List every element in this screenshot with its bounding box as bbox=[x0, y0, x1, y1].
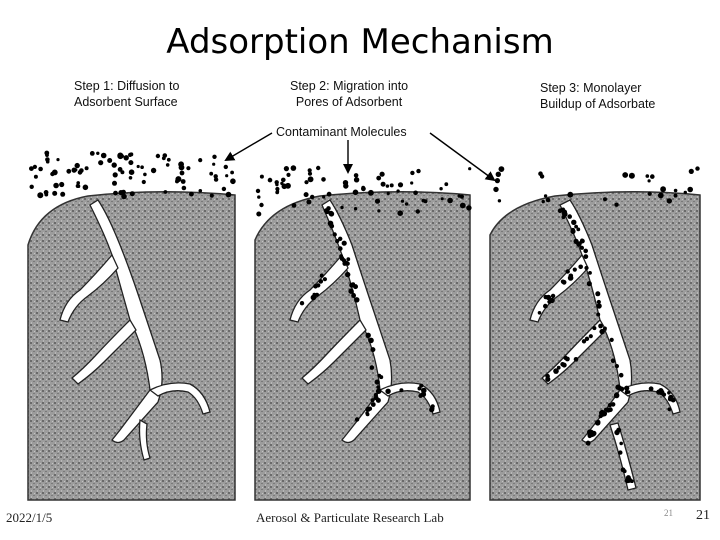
molecule-dot bbox=[405, 202, 408, 205]
molecule-dot bbox=[399, 388, 403, 392]
molecule-dot bbox=[210, 194, 214, 198]
molecule-dot bbox=[156, 154, 160, 158]
molecule-dot bbox=[545, 374, 550, 379]
molecule-dot bbox=[75, 163, 80, 168]
molecule-dot bbox=[695, 166, 699, 170]
molecule-dot bbox=[370, 347, 375, 352]
panel-step-2 bbox=[255, 192, 470, 500]
molecule-dot bbox=[413, 191, 418, 196]
molecule-dot bbox=[375, 199, 380, 204]
molecule-dot bbox=[667, 391, 671, 395]
molecule-dot bbox=[180, 171, 185, 176]
molecule-dot bbox=[588, 271, 592, 275]
step-2-line-1: Step 2: Migration into bbox=[290, 79, 409, 93]
molecule-dot bbox=[354, 177, 359, 182]
molecule-dot bbox=[668, 395, 673, 400]
molecule-dot bbox=[390, 183, 394, 187]
molecule-dot bbox=[598, 324, 603, 329]
molecule-dot bbox=[56, 158, 59, 161]
molecule-dot bbox=[544, 194, 547, 197]
molecule-dot bbox=[257, 195, 260, 198]
molecule-dot bbox=[209, 172, 213, 176]
molecule-dot bbox=[583, 249, 588, 254]
molecule-dot bbox=[291, 165, 297, 171]
molecule-dot bbox=[608, 403, 612, 407]
molecule-dot bbox=[353, 190, 359, 196]
molecule-dot bbox=[447, 198, 453, 204]
molecule-dot bbox=[98, 160, 103, 165]
molecule-dot bbox=[96, 152, 99, 155]
molecule-dot bbox=[551, 294, 555, 298]
adsorbent-block-1 bbox=[28, 192, 235, 500]
molecule-dot bbox=[329, 224, 334, 229]
molecule-dot bbox=[368, 338, 374, 344]
molecule-dot bbox=[354, 207, 357, 210]
molecule-dot bbox=[320, 274, 324, 278]
molecule-dot bbox=[117, 153, 123, 159]
molecule-dot bbox=[323, 277, 327, 281]
molecule-dot bbox=[226, 192, 232, 198]
molecule-dot bbox=[595, 291, 600, 296]
molecule-dot bbox=[562, 363, 567, 368]
molecule-dot bbox=[376, 176, 381, 181]
molecule-dot bbox=[410, 171, 414, 175]
arrows-group bbox=[226, 133, 494, 180]
molecule-dot bbox=[76, 184, 80, 188]
molecule-dot bbox=[571, 220, 576, 225]
molecule-dot bbox=[199, 189, 203, 193]
molecule-dot bbox=[143, 173, 147, 177]
molecule-dot bbox=[421, 392, 426, 397]
molecule-dot bbox=[53, 183, 59, 189]
footer-page-number-small: 21 bbox=[664, 508, 673, 518]
molecule-dot bbox=[44, 193, 48, 197]
molecule-dot bbox=[377, 209, 380, 212]
molecule-dot bbox=[562, 280, 567, 285]
molecule-dot bbox=[615, 364, 619, 368]
molecule-dot bbox=[650, 174, 655, 179]
molecule-dot bbox=[603, 327, 607, 331]
molecule-dot bbox=[113, 191, 118, 196]
molecule-dot bbox=[576, 242, 581, 247]
molecule-dot bbox=[285, 183, 291, 189]
molecule-dot bbox=[441, 197, 444, 200]
molecule-dot bbox=[306, 200, 311, 205]
molecule-dot bbox=[60, 192, 65, 197]
molecule-dot bbox=[129, 169, 135, 175]
footer-date: 2022/1/5 bbox=[6, 510, 53, 525]
molecule-dot bbox=[112, 181, 117, 186]
molecule-dot bbox=[338, 246, 343, 251]
panel-step-1 bbox=[28, 192, 235, 500]
molecule-dot bbox=[543, 304, 548, 309]
molecule-dot bbox=[292, 203, 297, 208]
molecule-dot bbox=[387, 192, 390, 195]
molecule-dot bbox=[310, 195, 314, 199]
molecule-dot bbox=[340, 256, 345, 261]
molecule-dot bbox=[542, 200, 545, 203]
molecule-dot bbox=[179, 165, 185, 171]
molecule-dot bbox=[181, 179, 186, 184]
molecule-dot bbox=[308, 172, 312, 176]
molecule-dot bbox=[175, 176, 181, 182]
molecule-dot bbox=[366, 413, 370, 417]
adsorbent-block-2 bbox=[255, 192, 470, 500]
molecule-dot bbox=[573, 268, 577, 272]
molecule-dot bbox=[616, 428, 621, 433]
molecule-dot bbox=[557, 366, 561, 370]
molecule-dot bbox=[166, 163, 170, 167]
molecule-dot bbox=[259, 203, 263, 207]
footer-page-number: 21 bbox=[696, 508, 710, 523]
molecule-dot bbox=[422, 199, 426, 203]
molecule-dot bbox=[385, 389, 390, 394]
molecule-dot bbox=[498, 199, 501, 202]
molecule-dot bbox=[621, 467, 626, 472]
molecule-dot bbox=[493, 187, 498, 192]
molecule-dot bbox=[45, 153, 49, 157]
molecule-dot bbox=[592, 326, 596, 330]
molecule-dot bbox=[538, 171, 543, 176]
molecule-dot bbox=[416, 209, 420, 213]
molecule-dot bbox=[674, 194, 678, 198]
molecule-dot bbox=[79, 168, 84, 173]
molecule-dot bbox=[52, 191, 57, 196]
molecule-dot bbox=[567, 214, 572, 219]
molecule-dot bbox=[674, 189, 678, 193]
molecule-dot bbox=[368, 407, 372, 411]
arrow-right bbox=[430, 133, 494, 180]
molecule-dot bbox=[129, 176, 133, 180]
molecule-dot bbox=[130, 191, 135, 196]
contaminant-molecules-label: Contaminant Molecules bbox=[276, 125, 407, 139]
molecule-dot bbox=[614, 393, 620, 399]
molecule-dot bbox=[614, 203, 618, 207]
molecule-dot bbox=[611, 358, 616, 363]
molecule-dot bbox=[162, 156, 166, 160]
molecule-dot bbox=[346, 257, 350, 261]
molecule-dot bbox=[375, 379, 380, 384]
molecule-dot bbox=[444, 182, 448, 186]
molecule-dot bbox=[625, 478, 630, 483]
molecule-dot bbox=[371, 402, 376, 407]
molecule-dot bbox=[398, 182, 403, 187]
molecule-dot bbox=[59, 182, 64, 187]
molecule-dot bbox=[660, 186, 666, 192]
step-3-line-1: Step 3: Monolayer bbox=[540, 81, 642, 95]
molecule-dot bbox=[684, 191, 687, 194]
molecule-dot bbox=[377, 374, 381, 378]
molecule-dot bbox=[646, 174, 650, 178]
molecule-dot bbox=[416, 169, 420, 173]
molecule-dot bbox=[624, 386, 629, 391]
molecule-dot bbox=[304, 180, 308, 184]
molecule-dot bbox=[619, 442, 623, 446]
molecule-dot bbox=[342, 241, 347, 246]
molecule-dot bbox=[212, 163, 215, 166]
molecule-dot bbox=[619, 373, 624, 378]
molecule-dot bbox=[648, 179, 651, 182]
molecule-dot bbox=[101, 153, 107, 159]
molecule-dot bbox=[366, 333, 371, 338]
molecule-dot bbox=[687, 187, 693, 193]
molecule-dot bbox=[50, 172, 54, 176]
step-3-line-2: Buildup of Adsorbate bbox=[540, 97, 656, 111]
molecule-dot bbox=[329, 211, 333, 215]
slide-title: Adsorption Mechanism bbox=[166, 22, 554, 62]
molecule-dot bbox=[386, 184, 389, 187]
molecule-dot bbox=[495, 178, 500, 183]
molecule-dot bbox=[182, 186, 187, 191]
molecule-dot bbox=[368, 190, 374, 196]
molecule-dot bbox=[354, 297, 359, 302]
molecule-dot bbox=[321, 177, 326, 182]
molecule-dot bbox=[322, 195, 325, 198]
molecule-dot bbox=[668, 407, 672, 411]
molecule-dot bbox=[619, 387, 624, 392]
molecule-dot bbox=[608, 407, 613, 412]
molecule-dot bbox=[316, 166, 320, 170]
molecule-dot bbox=[457, 194, 461, 198]
molecule-dot bbox=[370, 365, 375, 370]
molecule-dot bbox=[340, 206, 343, 209]
molecule-dot bbox=[419, 384, 423, 388]
molecule-dot bbox=[275, 183, 278, 186]
molecule-dot bbox=[582, 339, 586, 343]
molecule-dot bbox=[118, 190, 123, 195]
molecule-dot bbox=[151, 168, 156, 173]
molecule-dot bbox=[342, 261, 347, 266]
molecule-dot bbox=[112, 162, 117, 167]
molecule-dot bbox=[164, 190, 168, 194]
molecule-dot bbox=[214, 177, 218, 181]
molecule-dot bbox=[66, 169, 71, 174]
molecule-dot bbox=[230, 171, 234, 175]
molecule-dot bbox=[167, 158, 171, 162]
molecule-dot bbox=[85, 166, 89, 170]
molecule-dot bbox=[381, 182, 386, 187]
molecule-dot bbox=[224, 165, 228, 169]
step-1-line-1: Step 1: Diffusion to bbox=[74, 79, 180, 93]
molecule-dot bbox=[352, 293, 356, 297]
molecule-dot bbox=[410, 181, 413, 184]
molecule-dot bbox=[186, 166, 190, 170]
step-1-line-2: Adsorbent Surface bbox=[74, 95, 178, 109]
molecule-dot bbox=[326, 206, 331, 211]
molecule-dot bbox=[30, 185, 34, 189]
molecule-dot bbox=[466, 205, 471, 210]
molecule-dot bbox=[300, 301, 304, 305]
molecule-dot bbox=[374, 393, 378, 397]
molecule-dot bbox=[574, 357, 579, 362]
molecule-dot bbox=[83, 185, 89, 191]
molecule-dot bbox=[586, 441, 591, 446]
molecule-dot bbox=[667, 198, 672, 203]
molecule-dot bbox=[333, 232, 337, 236]
molecule-dot bbox=[538, 311, 542, 315]
molecule-dot bbox=[90, 151, 95, 156]
molecule-dot bbox=[256, 189, 260, 193]
molecule-dot bbox=[584, 266, 588, 270]
molecule-dot bbox=[354, 173, 359, 178]
molecule-dot bbox=[401, 200, 404, 203]
molecule-dot bbox=[568, 275, 574, 281]
molecule-dot bbox=[212, 155, 216, 159]
molecule-dot bbox=[140, 165, 144, 169]
molecule-dot bbox=[546, 295, 551, 300]
molecule-dot bbox=[604, 408, 608, 412]
molecule-dot bbox=[649, 386, 654, 391]
molecule-dot bbox=[327, 192, 332, 197]
molecule-dot bbox=[648, 192, 652, 196]
molecule-dot bbox=[499, 166, 505, 172]
molecule-dot bbox=[343, 183, 348, 188]
molecule-dot bbox=[312, 293, 316, 297]
molecule-dot bbox=[380, 172, 385, 177]
molecule-dot bbox=[567, 192, 573, 198]
molecule-dot bbox=[625, 390, 629, 394]
molecule-dot bbox=[597, 420, 601, 424]
molecule-dot bbox=[430, 406, 435, 411]
molecule-dot bbox=[137, 165, 140, 168]
molecule-dot bbox=[578, 265, 583, 270]
molecule-dot bbox=[355, 417, 359, 421]
molecule-dot bbox=[689, 169, 694, 174]
molecule-dot bbox=[304, 192, 309, 197]
molecule-dot bbox=[396, 189, 399, 192]
molecule-dot bbox=[268, 178, 273, 183]
molecule-dot bbox=[596, 303, 601, 308]
molecule-dot bbox=[574, 225, 578, 229]
molecule-dot bbox=[589, 433, 593, 437]
step-2-line-2: Pores of Adsorbent bbox=[295, 95, 403, 109]
molecule-dot bbox=[118, 167, 123, 172]
molecule-dot bbox=[281, 178, 286, 183]
molecule-dot bbox=[618, 450, 622, 454]
molecule-dot bbox=[622, 172, 628, 178]
molecule-dot bbox=[284, 166, 289, 171]
molecule-dot bbox=[338, 237, 342, 241]
molecule-dot bbox=[629, 173, 635, 179]
molecule-dot bbox=[596, 313, 600, 317]
footer-lab-name: Aerosol & Particulate Research Lab bbox=[256, 510, 444, 525]
molecule-dot bbox=[113, 172, 118, 177]
molecule-dot bbox=[610, 338, 614, 342]
molecule-dot bbox=[142, 180, 146, 184]
molecule-dot bbox=[571, 228, 575, 232]
molecule-dot bbox=[587, 281, 592, 286]
molecule-dot bbox=[371, 398, 375, 402]
molecule-dot bbox=[658, 193, 664, 199]
molecule-dot bbox=[603, 197, 607, 201]
molecule-dot bbox=[496, 172, 501, 177]
molecule-dot bbox=[349, 283, 354, 288]
molecule-dot bbox=[37, 192, 43, 198]
molecule-dot bbox=[107, 158, 112, 163]
molecule-dot bbox=[460, 203, 466, 209]
arrow-left bbox=[226, 133, 272, 160]
molecule-dot bbox=[565, 357, 570, 362]
molecule-dot bbox=[198, 158, 202, 162]
molecule-dot bbox=[34, 175, 38, 179]
molecule-dot bbox=[597, 300, 601, 304]
molecule-dot bbox=[231, 181, 235, 185]
molecule-dot bbox=[630, 479, 634, 483]
molecule-dot bbox=[566, 269, 570, 273]
molecule-dot bbox=[589, 334, 593, 338]
molecule-dot bbox=[128, 153, 132, 157]
molecule-dot bbox=[256, 212, 261, 217]
molecule-dot bbox=[376, 385, 380, 389]
molecule-dot bbox=[260, 175, 264, 179]
molecule-dot bbox=[29, 166, 34, 171]
molecule-dot bbox=[397, 210, 403, 216]
molecule-dot bbox=[602, 411, 607, 416]
molecule-dot bbox=[189, 192, 194, 197]
molecule-dot bbox=[468, 167, 471, 170]
molecule-dot bbox=[124, 155, 129, 160]
molecule-dot bbox=[583, 254, 588, 259]
adsorbent-block-3 bbox=[490, 192, 700, 500]
molecule-dot bbox=[222, 187, 226, 191]
molecule-dot bbox=[38, 167, 43, 172]
molecule-dot bbox=[308, 176, 314, 182]
molecule-dot bbox=[560, 208, 564, 212]
molecule-dot bbox=[345, 272, 350, 277]
molecule-dot bbox=[546, 198, 551, 203]
molecule-dot bbox=[74, 168, 77, 171]
molecule-dot bbox=[439, 187, 442, 190]
molecule-dot bbox=[276, 190, 279, 193]
molecule-dot bbox=[659, 390, 665, 396]
molecule-dot bbox=[225, 174, 228, 177]
molecule-dot bbox=[348, 289, 353, 294]
molecule-dot bbox=[286, 173, 290, 177]
molecule-dot bbox=[128, 160, 133, 165]
molecule-dot bbox=[46, 160, 50, 164]
molecule-dot bbox=[319, 279, 324, 284]
panel-step-3 bbox=[490, 192, 700, 500]
molecule-dot bbox=[280, 182, 283, 185]
molecule-dot bbox=[361, 186, 366, 191]
molecule-dot bbox=[313, 284, 318, 289]
